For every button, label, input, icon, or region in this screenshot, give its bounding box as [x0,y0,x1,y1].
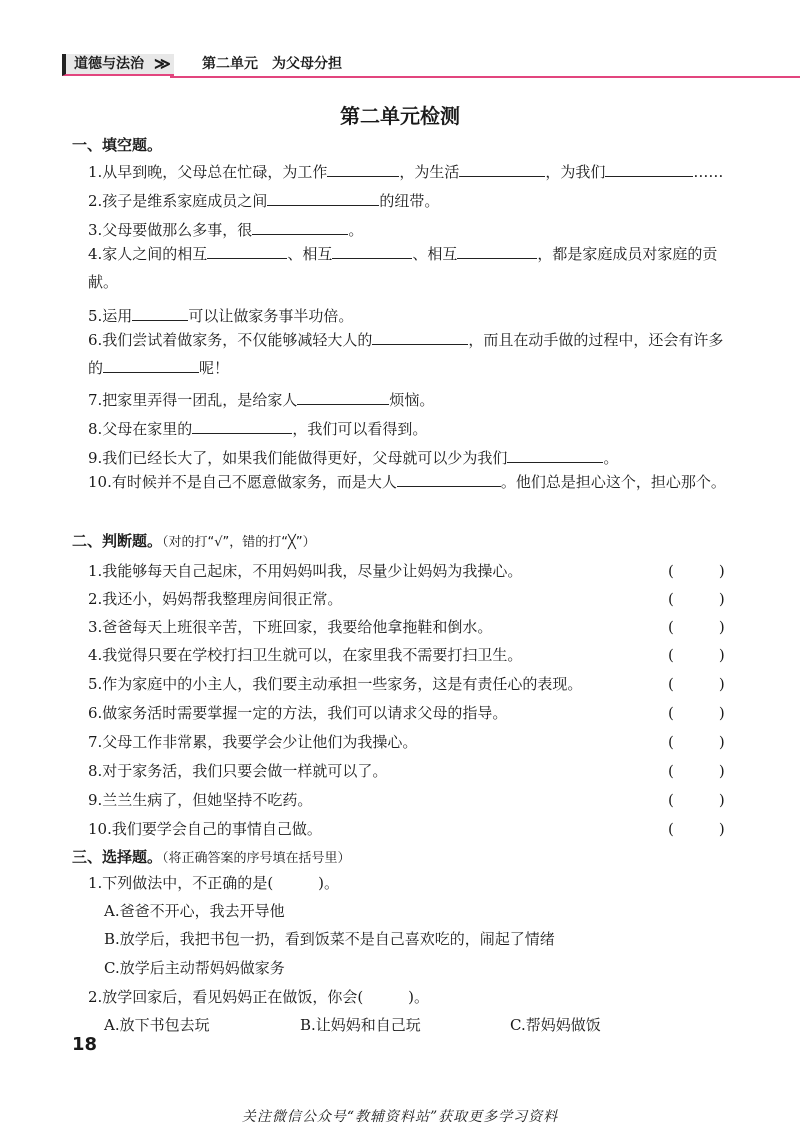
fill-question-7: 7.把家里弄得一团乱，是给家人 烦恼。 [88,388,434,410]
judge-question-6: 6.做家务活时需要掌握一定的方法，我们可以请求父母的指导。 [88,704,508,722]
answer-paren[interactable]: ( ) [668,733,725,751]
fill-question-1: 1.从早到晚，父母总在忙碌，为工作 ，为生活 ，为我们 …… [88,160,723,182]
judge-question-7: 7.父母工作非常累，我要学会少让他们为我操心。 [88,733,418,751]
header-accent-line [170,76,800,78]
choice-option[interactable]: A.爸爸不开心，我去开导他 [104,902,285,920]
answer-blank[interactable] [605,160,693,177]
answer-blank[interactable] [103,356,199,373]
answer-blank[interactable] [457,242,537,259]
answer-blank[interactable] [297,388,389,405]
section-true-false-heading: 二、判断题。（对的打“√”，错的打“╳”） [72,532,316,550]
choice-question-1: 1.下列做法中，不正确的是( )。 [88,874,340,892]
judge-question-8: 8.对于家务活，我们只要会做一样就可以了。 [88,762,388,780]
fill-question-2: 2.孩子是维系家庭成员之间 的纽带。 [88,189,439,211]
answer-blank[interactable] [207,242,287,259]
fill-question-6: 6.我们尝试着做家务，不仅能够减轻大人的 ，而且在动手做的过程中，还会有许多的 呢！ [88,326,733,382]
judge-question-9: 9.兰兰生病了，但她坚持不吃药。 [88,791,313,809]
answer-paren[interactable]: ( ) [668,675,725,693]
judge-question-4: 4.我觉得只要在学校打扫卫生就可以，在家里我不需要打扫卫生。 [88,646,523,664]
answer-paren[interactable]: ( ) [668,562,725,580]
answer-blank[interactable] [372,328,468,345]
choice-question-2: 2.放学回家后，看见妈妈正在做饭，你会( )。 [88,988,430,1006]
fill-question-4: 4.家人之间的相互 、相互 、相互 ，都是家庭成员对家庭的贡献。 [88,240,733,296]
judge-question-1: 1.我能够每天自己起床，不用妈妈叫我，尽量少让妈妈为我操心。 [88,562,523,580]
answer-paren[interactable]: ( ) [668,820,725,838]
page-number: 18 [72,1034,98,1055]
answer-paren[interactable]: ( ) [668,618,725,636]
section-choice-heading: 三、选择题。（将正确答案的序号填在括号里） [72,848,351,866]
choice-option[interactable]: A.放下书包去玩 [104,1016,210,1034]
section-fill-blank-heading: 一、填空题。 [72,136,163,154]
fill-question-9: 9.我们已经长大了，如果我们能做得更好，父母就可以少为我们 。 [88,446,618,468]
answer-blank[interactable] [332,242,412,259]
answer-blank[interactable] [192,417,292,434]
answer-blank[interactable] [132,304,188,321]
answer-paren[interactable]: ( ) [668,590,725,608]
choice-option[interactable]: C.放学后主动帮妈妈做家务 [104,959,285,977]
choice-option[interactable]: B.放学后，我把书包一扔，看到饭菜不是自己喜欢吃的，闹起了情绪 [104,930,555,948]
page-title: 第二单元检测 [340,104,460,128]
fill-question-5: 5.运用 可以让做家务事半功倍。 [88,304,353,326]
subject-tag [62,54,174,76]
answer-paren[interactable]: ( ) [668,646,725,664]
judge-question-10: 10.我们要学会自己的事情自己做。 [88,820,322,838]
answer-paren[interactable]: ( ) [668,704,725,722]
page-header [62,48,800,78]
fill-question-10: 10.有时候并不是自己不愿意做家务，而是大人 。他们总是担心这个，担心那个。 [88,468,733,496]
answer-paren[interactable]: ( ) [668,791,725,809]
judge-question-5: 5.作为家庭中的小主人，我们要主动承担一些家务，这是有责任心的表现。 [88,675,583,693]
unit-label: 第二单元 为父母分担 [202,56,342,72]
answer-blank[interactable] [252,218,348,235]
choice-option[interactable]: B.让妈妈和自己玩 [300,1016,421,1034]
fill-question-3: 3.父母要做那么多事，很 。 [88,218,363,240]
judge-question-3: 3.爸爸每天上班很辛苦，下班回家，我要给他拿拖鞋和倒水。 [88,618,493,636]
answer-blank[interactable] [327,160,399,177]
subject-label: 道德与法治 [74,56,144,72]
answer-blank[interactable] [397,470,501,487]
answer-paren[interactable]: ( ) [668,762,725,780]
judge-question-2: 2.我还小，妈妈帮我整理房间很正常。 [88,590,343,608]
answer-blank[interactable] [507,446,603,463]
chevron-icon: ≫ [154,54,171,73]
fill-question-8: 8.父母在家里的 ，我们可以看得到。 [88,417,427,439]
footer-note: 关注微信公众号“教辅资料站”获取更多学习资料 [241,1109,559,1125]
choice-option[interactable]: C.帮妈妈做饭 [510,1016,601,1034]
answer-blank[interactable] [459,160,545,177]
answer-blank[interactable] [267,189,379,206]
